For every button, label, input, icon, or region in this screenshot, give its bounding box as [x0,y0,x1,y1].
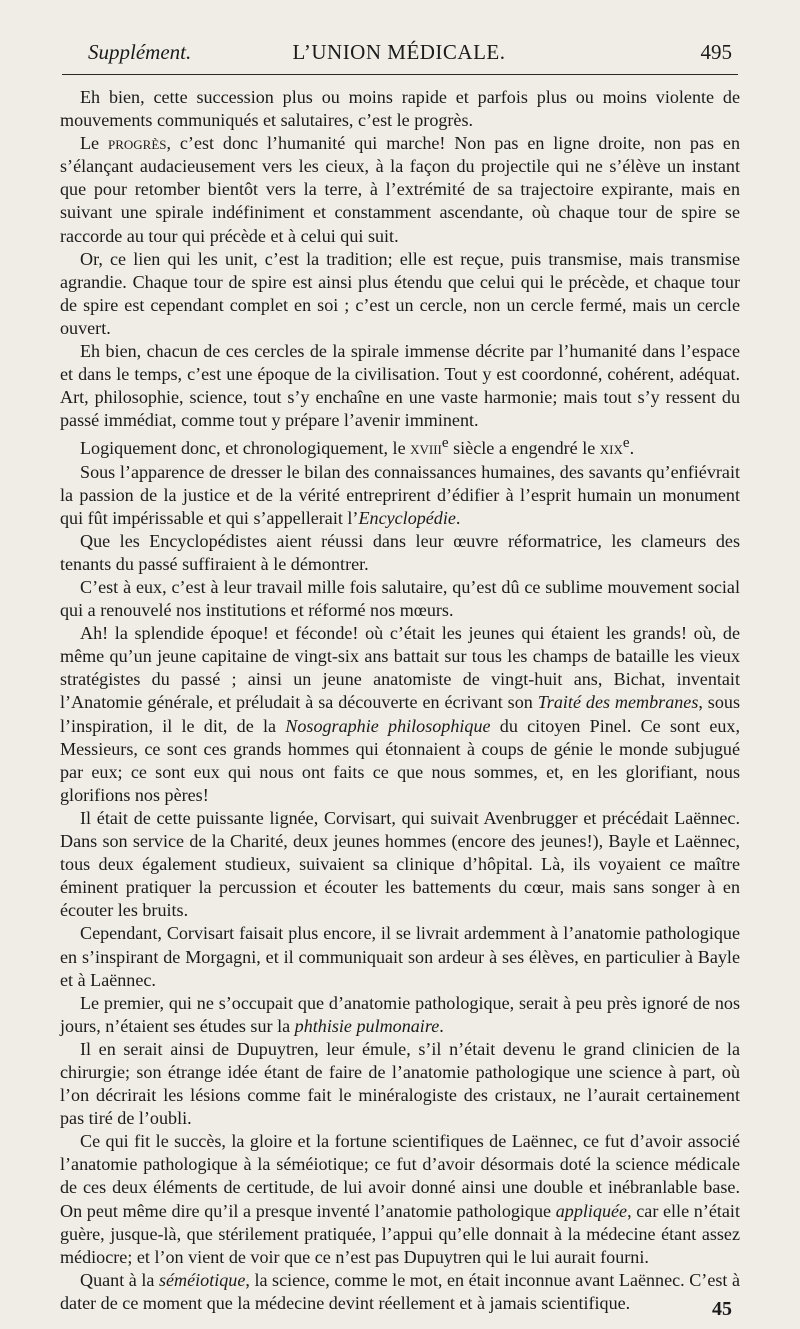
header-rule [62,74,738,75]
paragraph: Sous l’apparence de dresser le bilan des connaissances humaines, des savants qu’enfiévrait la passion de la justice et de la vérité entreprirent d’édifier à l’esprit humain un monument qui fût impérissable et qui s’appellerait l’Encyclopédie. [60,461,740,528]
journal-title: L’UNION MÉDICALE. [292,40,506,64]
paragraph: C’est à eux, c’est à leur travail mille fois salutaire, qu’est dû ce sublime mouvement social qui a renouvelé nos institutions et réformé nos mœurs. [60,577,740,621]
paragraph: Or, ce lien qui les unit, c’est la tradition; elle est reçue, puis transmise, mais transmise agrandie. Chaque tour de spire est ainsi plus étendu que celui qui le précède, et chaque tour de spire est cependant complet en soi ; c’est un cercle, non un cercle fermé, mais un cercle ouvert. [60,248,740,338]
paragraph: Le progrès, c’est donc l’humanité qui marche! Non pas en ligne droite, non pas en s’élançant audacieusement vers les cieux, à la façon du projectile qui ne s’élève un instant que pour retomber bientôt vers la terre, à l’extrémité de sa trajectoire expirante, mais en suivant une spirale indéfiniment et constamment ascendante, où chaque tour de spire se raccorde au tour qui précède et à celui qui suit. [60,133,740,246]
page-number: 495 [700,40,732,64]
paragraph: Ah! la splendide époque! et féconde! où c’était les jeunes qui étaient les grands! où, de même qu’un jeune capitaine de vingt-six ans battait sur tous les champs de bataille les vieux stratégistes du passé ; ainsi un jeune anatomiste de vingt-huit ans, Bichat, inventait l’Anatomie générale, et préludait à sa découverte en écrivant son Traité des membranes, sous l’inspiration, il le dit, de la Nosographie philosophique du citoyen Pinel. Ce sont eux, Messieurs, ce sont ces grands hommes qui étonnaient à coups de génie le monde subjugué par eux; ce sont eux qui nous ont faits ce que nous sommes, et, en les glorifiant, nous glorifions nos pères! [60,623,740,805]
paragraph: Eh bien, cette succession plus ou moins rapide et parfois plus ou moins violente de mouvements communiqués et salutaires, c’est le progrès. [60,87,740,131]
paragraph: Quant à la séméiotique, la science, comme le mot, en était inconnue avant Laënnec. C’est à dater de ce moment que la médecine devint réellement et à jamais scientifique. [60,1269,740,1313]
body-text [60,86,740,1315]
paragraph: Ce qui fit le succès, la gloire et la fortune scientifiques de Laënnec, ce fut d’avoir associé l’anatomie pathologique à la séméiotique; ce fut d’avoir désormais doté la science médicale de ces deux éléments de certitude, de lui avoir donné ainsi une double et inébranlable base. On peut même dire qu’il a presque inventé l’anatomie pathologique appliquée, car elle n’était guère, jusque-là, que stérilement pratiquée, l’appui qu’elle donnait à la médecine étant assez médiocre; et l’on vient de voir que ce n’est pas Dupuytren qui le lui aurait fourni. [60,1131,740,1267]
paragraph: Que les Encyclopédistes aient réussi dans leur œuvre réformatrice, les clameurs des tenants du passé suffiraient à le démontrer. [60,530,740,574]
paragraph: Il était de cette puissante lignée, Corvisart, qui suivait Avenbrugger et précédait Laënnec. Dans son service de la Charité, deux jeunes hommes (encore des jeunes!), Bayle et Laënnec, tous deux également studieux, suivaient sa clinique d’hôpital. Là, ils voyaient ce maître éminent pratiquer la percussion et écouter les battements du cœur, mais sans songer à en écouter les bruits. [60,807,740,921]
running-header [62,36,736,70]
section-label: Supplément. [88,40,192,64]
paragraph: Logiquement donc, et chronologiquement, le xviii$^e$ siècle a engendré le xix$^e$. [80,435,635,459]
paragraph: Il en serait ainsi de Dupuytren, leur émule, s’il n’était devenu le grand clinicien de la chirurgie; son étrange idée étant de faire de l’anatomie pathologique une science à part, où l’on décrirait les lésions comme fait le minéralogiste des cristaux, ne l’aurait certainement pas tiré de l’oubli. [60,1038,740,1129]
paragraph: Cependant, Corvisart faisait plus encore, il se livrait ardemment à l’anatomie pathologique en s’inspirant de Morgagni, et il communiquait son ardeur à ses élèves, en particulier à Bayle et à Laënnec. [60,923,740,990]
printer-signature: 45 [712,1298,732,1320]
paragraph: Eh bien, chacun de ces cercles de la spirale immense décrite par l’humanité dans l’espace et dans le temps, c’est une époque de la civilisation. Tout y est coordonné, cohérent, adéquat. Art, philosophie, science, tout s’y enchaîne en une vaste harmonie; mais tout s’y ressent du passé immédiat, comme tout y prépare l’avenir imminent. [60,341,740,431]
paragraph: Le premier, qui ne s’occupait que d’anatomie pathologique, serait à peu près ignoré de nos jours, n’étaient ses études sur la phthisie pulmonaire. [60,992,740,1036]
